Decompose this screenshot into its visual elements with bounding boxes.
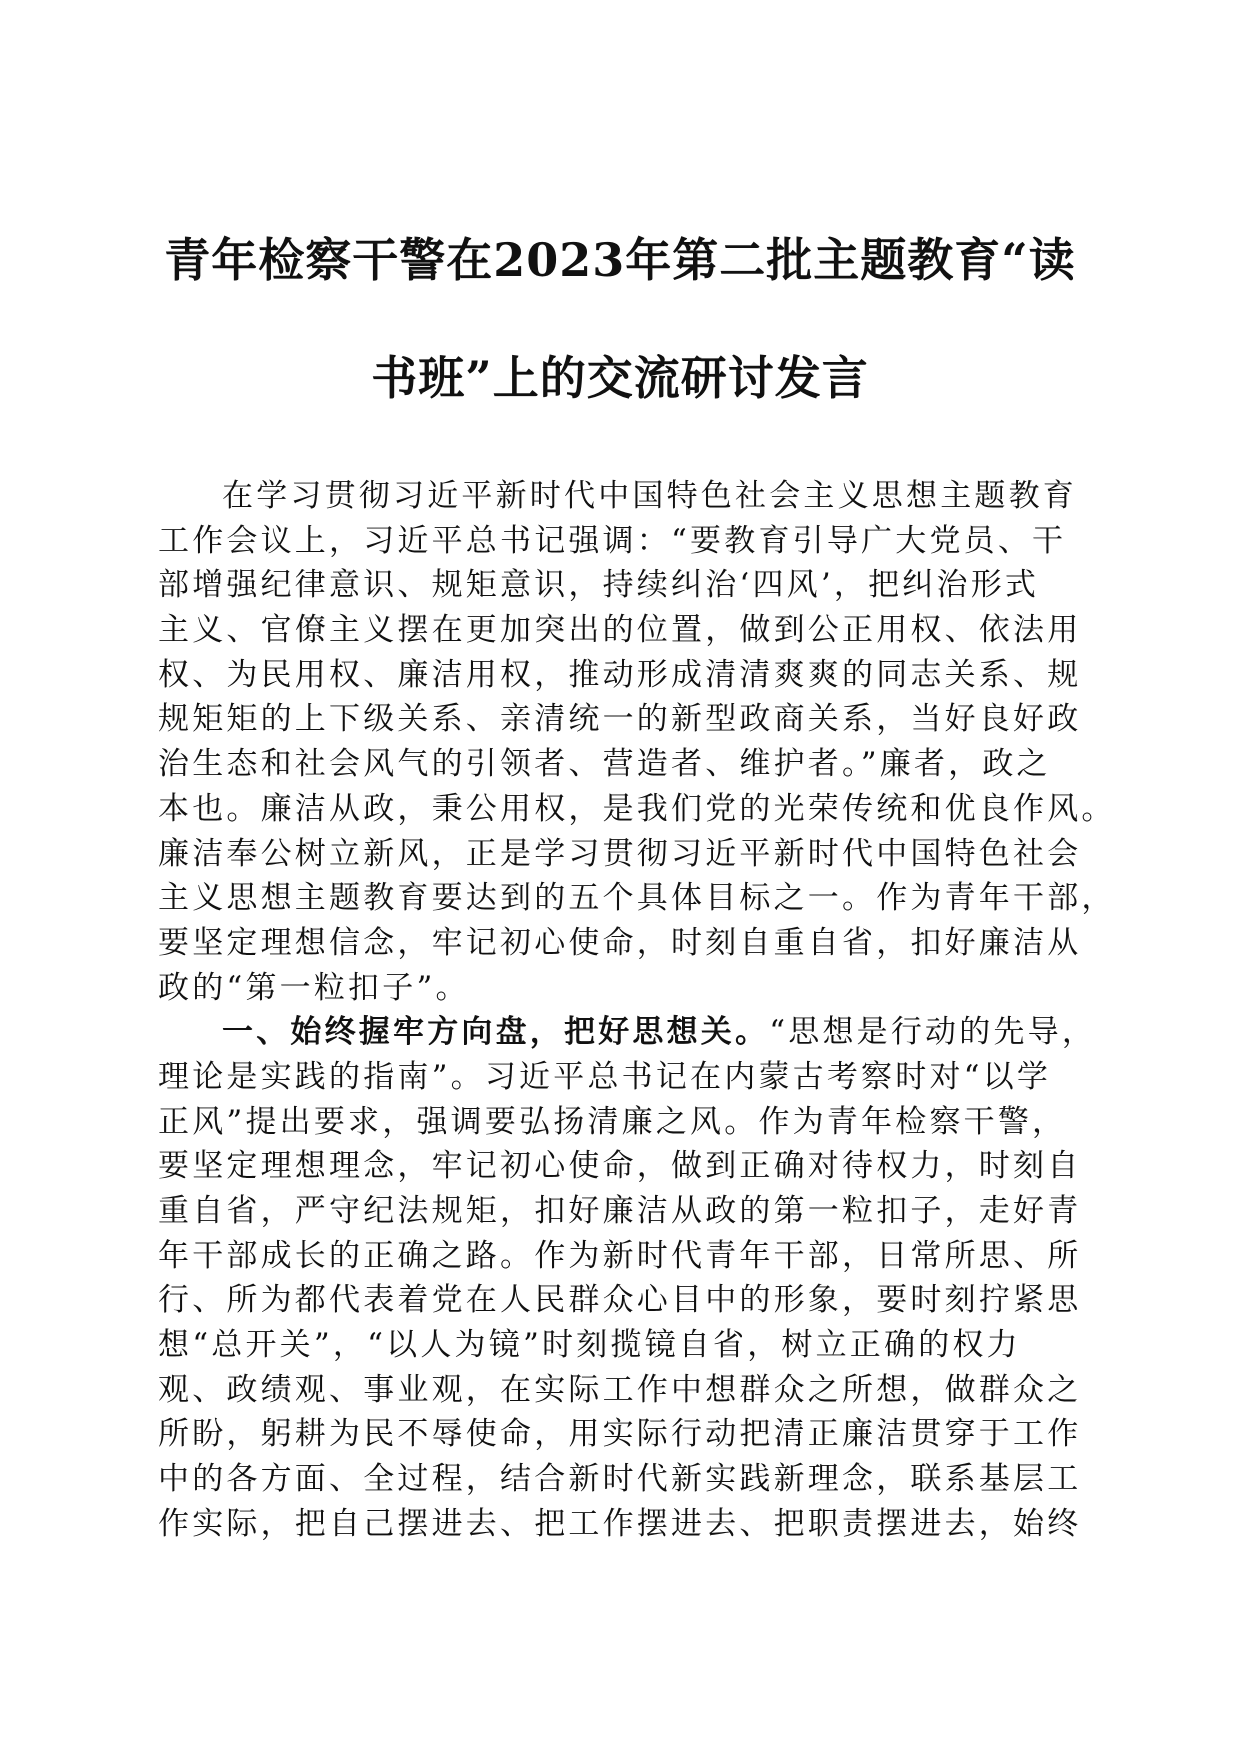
text-line: 正风”提出要求，强调要弘扬清廉之风。作为青年检察干警，: [158, 1103, 1067, 1140]
section-1-first-line: [158, 1010, 1098, 1055]
text-line: 部增强纪律意识、规矩意识，持续纠治‘四风’，把纠治形式: [158, 567, 1040, 604]
text-line: 主义思想主题教育要达到的五个具体目标之一。作为青年干部，: [158, 880, 1116, 917]
text-line: 要坚定理想理念，牢记初心使命，做到正确对待权力，时刻自: [158, 1148, 1082, 1185]
text-line: 重自省，严守纪法规矩，扣好廉洁从政的第一粒扣子，走好青: [158, 1193, 1082, 1229]
text-run: “思想是行动的先导，: [769, 1014, 1097, 1051]
text-line: 权、为民用权、廉洁用权，推动形成清清爽爽的同志关系、规: [158, 656, 1082, 693]
text-line: 理论是实践的指南”。习近平总书记在内蒙古考察时对“以学: [158, 1058, 1052, 1095]
document-body: [158, 474, 1116, 1547]
text-line: 政的“第一粒扣子”。: [158, 969, 470, 1006]
text-line: 规矩矩的上下级关系、亲清统一的新型政商关系，当好良好政: [158, 701, 1082, 738]
section-1-heading: 一、始终握牢方向盘，把好思想关。: [222, 1014, 770, 1051]
text-line: 在学习贯彻习近平新时代中国特色社会主义思想主题教育: [222, 478, 1077, 514]
text-line: 中的各方面、全过程，结合新时代新实践新理念，联系基层工: [158, 1461, 1082, 1498]
document-title-line-1: 青年检察干警在2023年第二批主题教育“读: [164, 233, 1076, 287]
document-title-line-2: 书班”上的交流研讨发言: [371, 351, 869, 405]
text-line: 本也。廉洁从政，秉公用权，是我们党的光荣传统和优良作风。: [158, 790, 1116, 827]
text-line: 要坚定理想信念，牢记初心使命，时刻自重自省，扣好廉洁从: [158, 924, 1082, 961]
text-line: 治生态和社会风气的引领者、营造者、维护者。”廉者，政之: [158, 746, 1051, 783]
text-line: 行、所为都代表着党在人民群众心目中的形象，要时刻拧紧思: [158, 1282, 1082, 1319]
text-line: 主义、官僚主义摆在更加突出的位置，做到公正用权、依法用: [158, 612, 1082, 649]
text-line: 想“总开关”，“以人为镜”时刻揽镜自省，树立正确的权力: [158, 1327, 1021, 1364]
text-line: 年干部成长的正确之路。作为新时代青年干部，日常所思、所: [158, 1237, 1082, 1274]
text-line: 观、政绩观、事业观，在实际工作中想群众之所想，做群众之: [158, 1371, 1082, 1408]
text-line: 廉洁奉公树立新风，正是学习贯彻习近平新时代中国特色社会: [158, 835, 1082, 872]
text-line: 所盼，躬耕为民不辱使命，用实际行动把清正廉洁贯穿于工作: [158, 1416, 1082, 1453]
section-1-paragraph: [158, 1010, 1098, 1546]
text-line: 作实际，把自己摆进去、把工作摆进去、把职责摆进去，始终: [158, 1505, 1082, 1542]
text-line: 工作会议上，习近平总书记强调：“要教育引导广大党员、干: [158, 522, 1067, 559]
intro-paragraph: [158, 474, 1116, 1010]
